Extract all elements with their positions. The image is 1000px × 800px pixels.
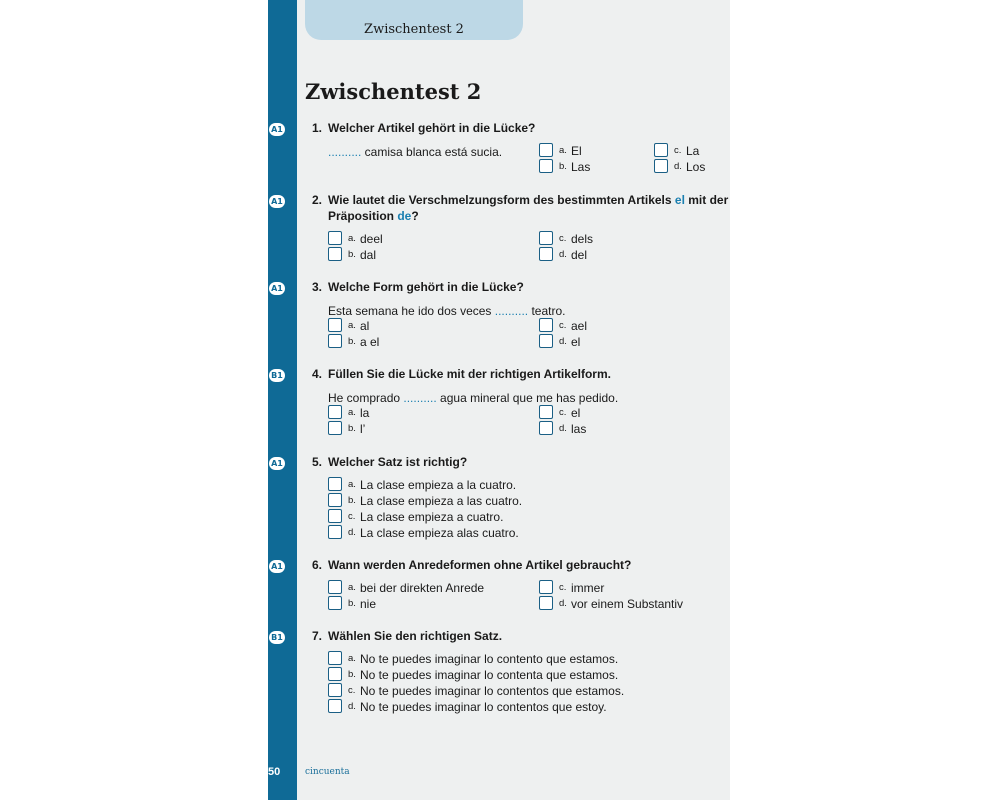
option-text: al — [360, 319, 370, 333]
checkbox-icon[interactable] — [328, 334, 342, 348]
blank-gap: .......... — [403, 391, 437, 405]
option-text: nie — [360, 597, 377, 611]
level-badge: B1 — [269, 631, 285, 644]
question-number: 6. — [312, 558, 323, 572]
question-prompt — [328, 304, 565, 318]
question-number: 2. — [312, 193, 323, 207]
checkbox-icon[interactable] — [654, 159, 668, 173]
checkbox-icon[interactable] — [539, 143, 553, 157]
option-letter: a. — [348, 320, 356, 331]
question-prompt — [328, 145, 502, 159]
option-text: Las — [571, 160, 591, 174]
checkbox-icon[interactable] — [539, 231, 553, 245]
level-badge: B1 — [269, 369, 285, 382]
option-letter: c. — [348, 685, 356, 696]
level-badge: A1 — [269, 195, 285, 208]
page-number: 50 — [268, 766, 281, 778]
option-letter: d. — [559, 249, 567, 260]
question-number: 7. — [312, 629, 323, 643]
option-letter: b. — [348, 598, 356, 609]
option-letter: d. — [348, 701, 356, 712]
option-text: La clase empieza alas cuatro. — [360, 526, 519, 540]
header-tab-label: Zwischentest 2 — [364, 22, 464, 37]
page-number-word: cincuenta — [305, 767, 350, 777]
option-text: La clase empieza a cuatro. — [360, 510, 504, 524]
option-letter: d. — [674, 161, 682, 172]
option-letter: a. — [348, 582, 356, 593]
highlight-word: el — [674, 193, 685, 207]
option-letter: d. — [559, 598, 567, 609]
question-number: 4. — [312, 367, 323, 381]
checkbox-icon[interactable] — [328, 477, 342, 491]
checkbox-icon[interactable] — [328, 667, 342, 681]
option-text: vor einem Substantiv — [571, 597, 684, 611]
level-badge: A1 — [269, 123, 285, 136]
option-letter: a. — [348, 233, 356, 244]
option-text: No te puedes imaginar lo contento que estamos. — [360, 652, 619, 666]
checkbox-icon[interactable] — [328, 651, 342, 665]
question-text-line1-end: mit der — [684, 193, 729, 207]
highlight-word: de — [397, 209, 412, 223]
question-prompt — [328, 391, 618, 405]
prompt-text: He comprado — [328, 391, 404, 405]
checkbox-icon[interactable] — [328, 405, 342, 419]
option-text: l’ — [360, 422, 366, 436]
option-text: dal — [360, 248, 377, 262]
option-text: las — [571, 422, 587, 436]
checkbox-icon[interactable] — [539, 405, 553, 419]
question-number: 5. — [312, 455, 323, 469]
option-letter: b. — [348, 336, 356, 347]
checkbox-icon[interactable] — [328, 699, 342, 713]
option-letter: d. — [559, 423, 567, 434]
checkbox-icon[interactable] — [328, 231, 342, 245]
option-letter: a. — [348, 407, 356, 418]
prompt-text: Esta semana he ido dos veces — [328, 304, 495, 318]
option-letter: b. — [348, 249, 356, 260]
option-letter: a. — [559, 145, 567, 156]
option-letter: a. — [348, 479, 356, 490]
option-letter: d. — [559, 336, 567, 347]
checkbox-icon[interactable] — [328, 318, 342, 332]
option-text: La clase empieza a las cuatro. — [360, 494, 523, 508]
question-text-line1: Wie lautet die Verschmelzungsform des bestimmten Artikels — [328, 193, 675, 207]
option-letter: c. — [559, 233, 567, 244]
page-title: Zwischentest 2 — [305, 79, 482, 104]
level-badge: A1 — [269, 457, 285, 470]
option-letter: a. — [348, 653, 356, 664]
level-badge: A1 — [269, 560, 285, 573]
option-text: El — [571, 144, 582, 158]
checkbox-icon[interactable] — [539, 247, 553, 261]
checkbox-icon[interactable] — [539, 421, 553, 435]
option-text: Los — [686, 160, 706, 174]
option-letter: b. — [559, 161, 567, 172]
option-text: La — [686, 144, 700, 158]
option-letter: c. — [559, 582, 567, 593]
option-letter: d. — [348, 527, 356, 538]
option-text: a el — [360, 335, 380, 349]
option-text: el — [571, 335, 581, 349]
option-letter: b. — [348, 423, 356, 434]
question-text: Füllen Sie die Lücke mit der richtigen Artikelform. — [328, 367, 611, 381]
blank-gap: .......... — [494, 304, 529, 318]
prompt-text: agua mineral que me has pedido. — [436, 391, 619, 405]
option-text: No te puedes imaginar lo contentos que estamos. — [360, 684, 625, 698]
option-text: ael — [571, 319, 588, 333]
question-text-line2: Präposition — [328, 209, 398, 223]
prompt-text: camisa blanca está sucia. — [361, 145, 503, 159]
checkbox-icon[interactable] — [328, 580, 342, 594]
prompt-text: teatro. — [528, 304, 566, 318]
blank-gap: .......... — [328, 145, 362, 159]
checkbox-icon[interactable] — [328, 493, 342, 507]
question-text: Welche Form gehört in die Lücke? — [328, 280, 524, 294]
option-text: immer — [571, 581, 605, 595]
header-tab — [305, 0, 523, 40]
checkbox-icon[interactable] — [539, 318, 553, 332]
checkbox-icon[interactable] — [328, 525, 342, 539]
question-text: Wann werden Anredeformen ohne Artikel gebraucht? — [328, 558, 632, 572]
question-text: Wählen Sie den richtigen Satz. — [328, 629, 503, 643]
option-text: deel — [360, 232, 383, 246]
option-letter: b. — [348, 495, 356, 506]
question-number: 1. — [312, 121, 323, 135]
option-text: bei der direkten Anrede — [360, 581, 485, 595]
option-text: No te puedes imaginar lo contentos que estoy. — [360, 700, 607, 714]
checkbox-icon[interactable] — [328, 421, 342, 435]
question-text: Welcher Artikel gehört in die Lücke? — [328, 121, 536, 135]
checkbox-icon[interactable] — [539, 334, 553, 348]
question-text-line2-end: ? — [411, 209, 419, 223]
checkbox-icon[interactable] — [539, 159, 553, 173]
checkbox-icon[interactable] — [328, 596, 342, 610]
question-number: 3. — [312, 280, 323, 294]
option-text: dels — [571, 232, 594, 246]
checkbox-icon[interactable] — [328, 509, 342, 523]
option-text: La clase empieza a la cuatro. — [360, 478, 517, 492]
checkbox-icon[interactable] — [654, 143, 668, 157]
option-letter: c. — [559, 320, 567, 331]
option-letter: c. — [674, 145, 682, 156]
side-band — [268, 0, 297, 800]
checkbox-icon[interactable] — [539, 596, 553, 610]
option-text: la — [360, 406, 370, 420]
option-text: No te puedes imaginar lo contenta que estamos. — [360, 668, 619, 682]
question-text: Welcher Satz ist richtig? — [328, 455, 468, 469]
checkbox-icon[interactable] — [328, 683, 342, 697]
option-letter: c. — [348, 511, 356, 522]
checkbox-icon[interactable] — [539, 580, 553, 594]
level-badge: A1 — [269, 282, 285, 295]
option-letter: c. — [559, 407, 567, 418]
option-text: el — [571, 406, 581, 420]
option-text: del — [571, 248, 588, 262]
checkbox-icon[interactable] — [328, 247, 342, 261]
option-letter: b. — [348, 669, 356, 680]
question-text — [328, 192, 728, 224]
